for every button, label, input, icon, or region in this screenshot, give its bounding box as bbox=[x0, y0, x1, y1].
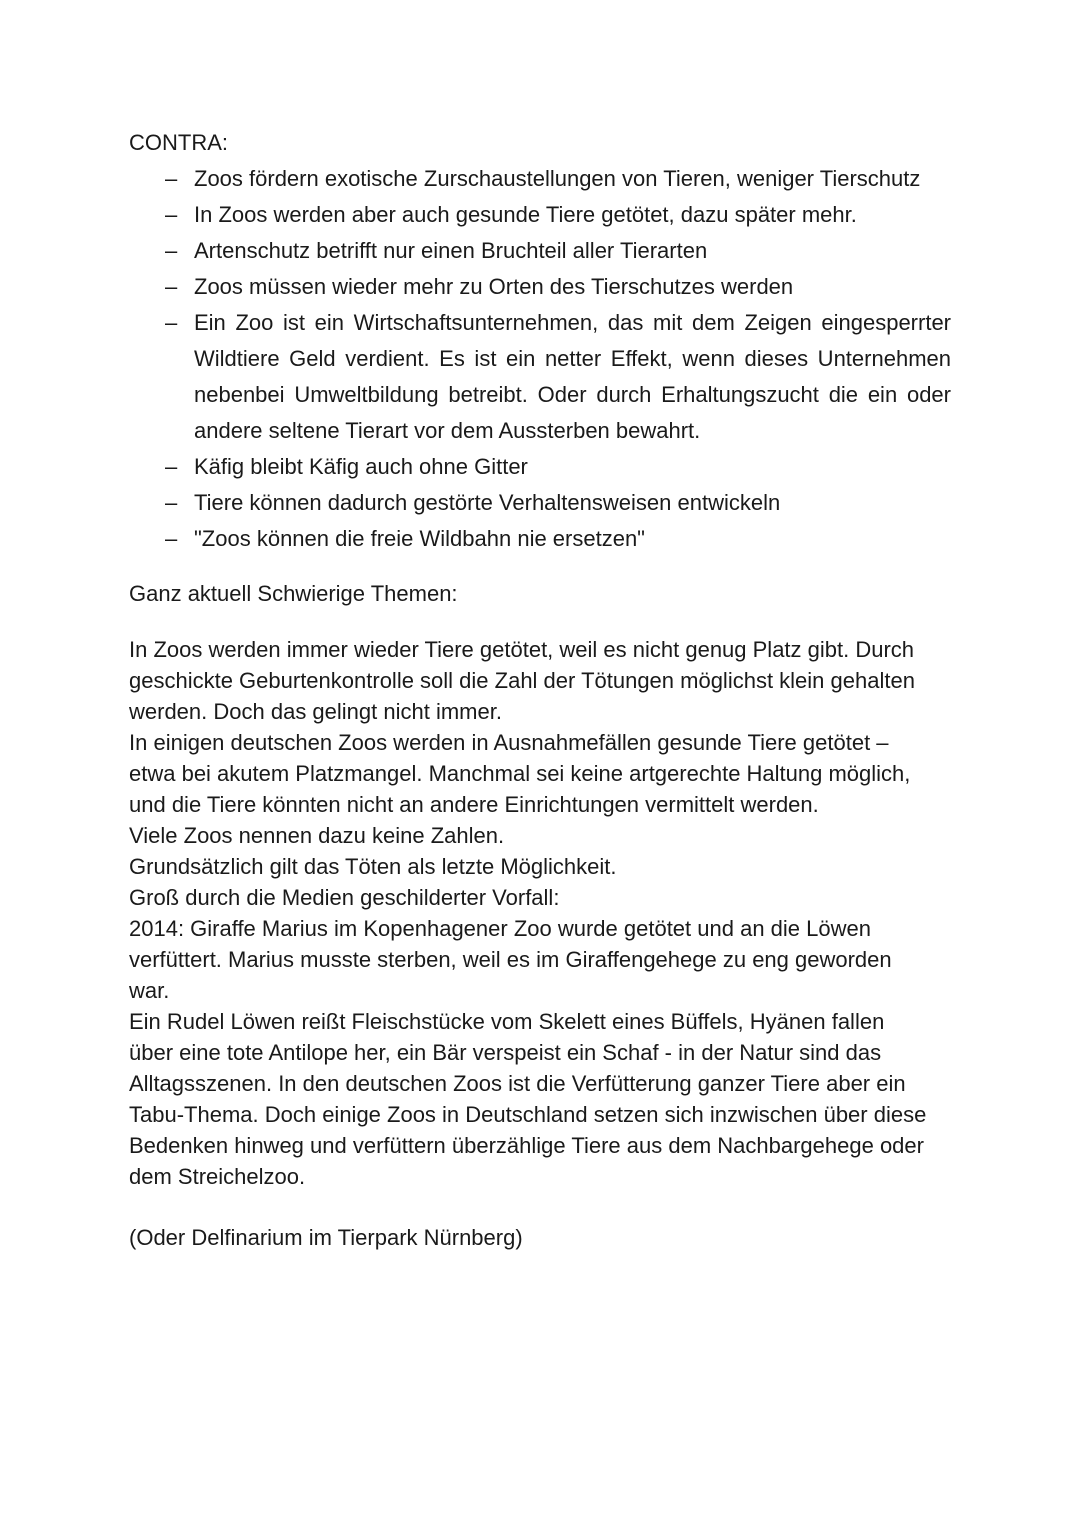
dash-marker: – bbox=[165, 310, 178, 335]
document-page bbox=[129, 128, 951, 1253]
list-item-text: In Zoos werden aber auch gesunde Tiere getötet, dazu später mehr. bbox=[194, 202, 857, 227]
list-item-text: "Zoos können die freie Wildbahn nie ersetzen" bbox=[194, 526, 645, 551]
body-text bbox=[129, 634, 951, 1192]
dash-marker: – bbox=[165, 526, 178, 551]
paragraph: In einigen deutschen Zoos werden in Ausnahmefällen gesunde Tiere getötet – etwa bei akutem Platzmangel. Manchmal sei keine artgerechte Haltung möglich, und die Tiere könnten nicht an andere Einrichtungen vermittelt werden. bbox=[129, 730, 911, 817]
closing-note: (Oder Delfinarium im Tierpark Nürnberg) bbox=[129, 1225, 523, 1250]
list-item bbox=[129, 233, 951, 269]
list-item-text: Tiere können dadurch gestörte Verhaltensweisen entwickeln bbox=[194, 490, 781, 515]
paragraph: 2014: Giraffe Marius im Kopenhagener Zoo wurde getötet und an die Löwen verfüttert. Marius musste sterben, weil es im Giraffengehege zu eng geworden war. bbox=[129, 916, 892, 1003]
list-item bbox=[129, 305, 951, 449]
dash-marker: – bbox=[165, 238, 178, 263]
list-item bbox=[129, 197, 951, 233]
list-item-text: Zoos fördern exotische Zurschaustellungen von Tieren, weniger Tierschutz bbox=[194, 166, 921, 191]
paragraph: In Zoos werden immer wieder Tiere getötet, weil es nicht genug Platz gibt. Durch geschickte Geburtenkontrolle soll die Zahl der Tötungen möglichst klein gehalten werden. Doch das gelingt nicht immer. bbox=[129, 637, 915, 724]
list-item bbox=[129, 161, 951, 197]
contra-list bbox=[129, 161, 951, 557]
dash-marker: – bbox=[165, 202, 178, 227]
paragraph: Ein Rudel Löwen reißt Fleischstücke vom Skelett eines Büffels, Hyänen fallen über eine tote Antilope her, ein Bär verspeist ein Schaf - in der Natur sind das Alltagsszenen. In den deutschen Zoos ist die Verfütterung ganzer Tiere aber ein Tabu-Thema. Doch einige Zoos in Deutschland setzen sich inzwischen über diese Bedenken hinweg und verfüttern überzählige Tiere aus dem Nachbargehege oder dem Streichelzoo. bbox=[129, 1009, 927, 1189]
dash-marker: – bbox=[165, 166, 178, 191]
list-item bbox=[129, 449, 951, 485]
list-item bbox=[129, 521, 951, 557]
paragraph: Viele Zoos nennen dazu keine Zahlen. bbox=[129, 823, 505, 848]
section-title: Ganz aktuell Schwierige Themen: bbox=[129, 581, 458, 606]
paragraph: Grundsätzlich gilt das Töten als letzte Möglichkeit. bbox=[129, 854, 617, 879]
list-item-text: Ein Zoo ist ein Wirtschaftsunternehmen, das mit dem Zeigen eingesperrter Wildtiere Geld verdient. Es ist ein netter Effekt, wenn dieses Unternehmen nebenbei Umweltbildung betreibt. Oder durch Erhaltungszucht die ein oder andere seltene Tierart vor dem Aussterben bewahrt. bbox=[194, 310, 951, 443]
list-item bbox=[129, 485, 951, 521]
list-item bbox=[129, 269, 951, 305]
paragraph: Groß durch die Medien geschilderter Vorfall: bbox=[129, 885, 560, 910]
contra-heading: CONTRA: bbox=[129, 130, 228, 155]
dash-marker: – bbox=[165, 274, 178, 299]
list-item-text: Käfig bleibt Käfig auch ohne Gitter bbox=[194, 454, 528, 479]
list-item-text: Artenschutz betrifft nur einen Bruchteil aller Tierarten bbox=[194, 238, 708, 263]
dash-marker: – bbox=[165, 490, 178, 515]
dash-marker: – bbox=[165, 454, 178, 479]
list-item-text: Zoos müssen wieder mehr zu Orten des Tierschutzes werden bbox=[194, 274, 794, 299]
